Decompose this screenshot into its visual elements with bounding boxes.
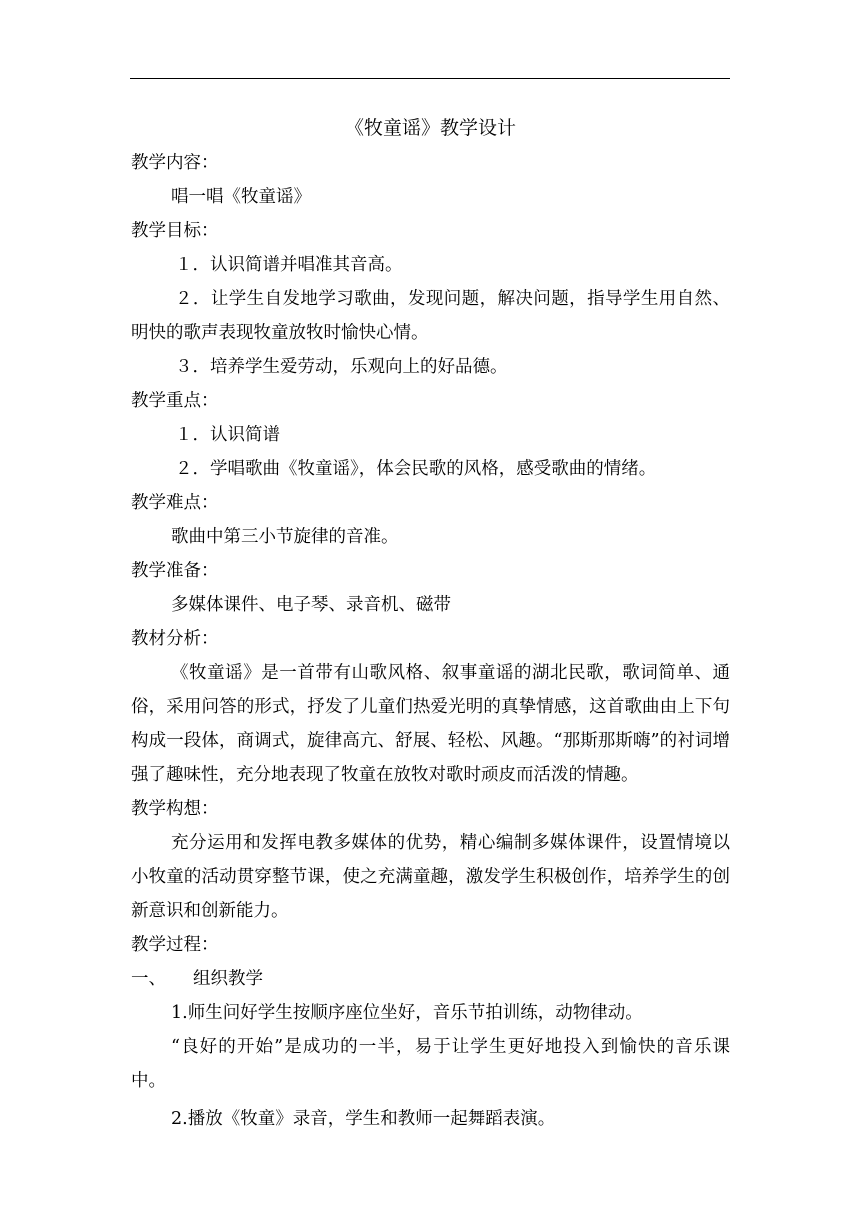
prep-label: 教学准备： bbox=[131, 561, 219, 581]
analysis-text: 《牧童谣》是一首带有山歌风格、叙事童谣的湖北民歌，歌词简单、通俗，采用问答的形式，抒发了儿童们热爱光明的真挚情感，这首歌曲由上下句构成一段体，商调式，旋律高亢、舒展、轻松、风趣。“那斯那斯嗨”的衬词增强了趣味性，充分地表现了牧童在放牧对歌时顽皮而活泼的情趣。 bbox=[131, 663, 730, 785]
header-rule bbox=[130, 78, 730, 79]
document-body bbox=[131, 110, 730, 1136]
process-step-1 bbox=[131, 962, 730, 996]
process-item-2: 2.播放《牧童》录音，学生和教师一起舞蹈表演。 bbox=[171, 1109, 556, 1129]
goals-label: 教学目标： bbox=[131, 221, 219, 241]
goal-item-2: ２．让学生自发地学习歌曲，发现问题，解决问题，指导学生用自然、明快的歌声表现牧童放牧时愉快心情。 bbox=[131, 289, 730, 343]
goal-item-1: １．认识简谱并唱准其音高。 bbox=[175, 255, 403, 275]
key-item-2: ２．学唱歌曲《牧童谣》，体会民歌的风格，感受歌曲的情绪。 bbox=[175, 459, 657, 479]
difficulty-label: 教学难点： bbox=[131, 493, 219, 513]
analysis-label: 教材分析： bbox=[131, 629, 219, 649]
document-title: 《牧童谣》教学设计 bbox=[344, 117, 516, 139]
difficulty-text: 歌曲中第三小节旋律的音准。 bbox=[171, 527, 399, 547]
process-item-1: 1.师生问好学生按顺序座位坐好，音乐节拍训练，动物律动。 bbox=[171, 1003, 643, 1023]
key-label: 教学重点： bbox=[131, 391, 219, 411]
process-label: 教学过程： bbox=[131, 935, 219, 955]
process-step-1-title: 组织教学 bbox=[193, 969, 263, 989]
content-label: 教学内容： bbox=[131, 153, 219, 173]
goal-item-3: ３．培养学生爱劳动，乐观向上的好品德。 bbox=[175, 357, 508, 377]
process-quote: “良好的开始”是成功的一半，易于让学生更好地投入到愉快的音乐课中。 bbox=[131, 1037, 730, 1091]
concept-text: 充分运用和发挥电教多媒体的优势，精心编制多媒体课件，设置情境以小牧童的活动贯穿整节课，使之充满童趣，激发学生积极创作，培养学生的创新意识和创新能力。 bbox=[131, 833, 730, 921]
content-text: 唱一唱《牧童谣》 bbox=[171, 187, 311, 207]
concept-label: 教学构想： bbox=[131, 799, 219, 819]
prep-text: 多媒体课件、电子琴、录音机、磁带 bbox=[171, 595, 451, 615]
process-step-1-number: 一、 bbox=[131, 969, 166, 989]
key-item-1: １．认识简谱 bbox=[175, 425, 280, 445]
